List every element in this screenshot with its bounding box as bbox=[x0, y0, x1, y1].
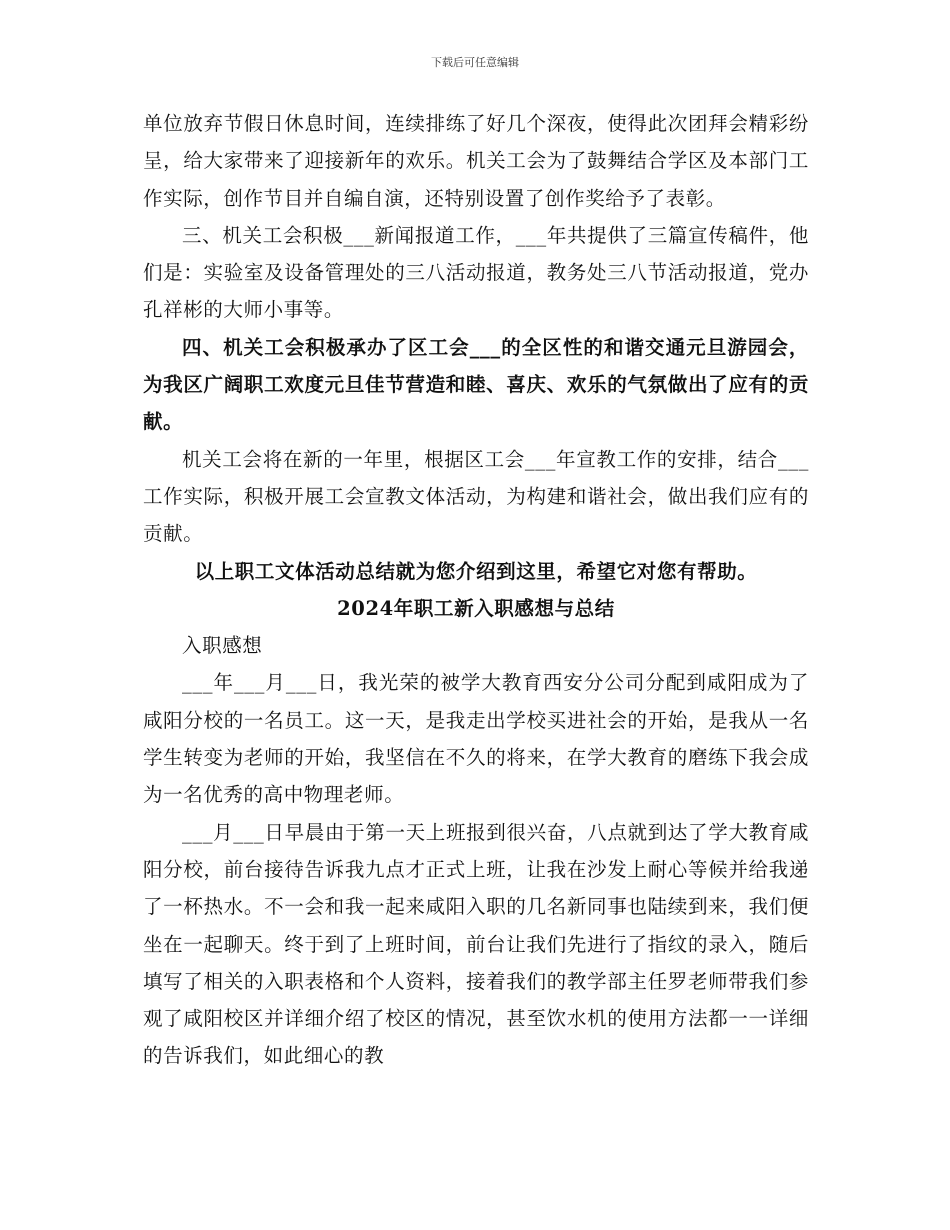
section-title: 2024年职工新入职感想与总结 bbox=[337, 596, 615, 620]
paragraph-first-day: ___月___日早晨由于第一天上班报到很兴奋，八点就到达了学大教育咸阳分校，前台接待告诉我九点才正式上班，让我在沙发上耐心等候并给我递了一杯热水。不一会和我一起来咸阳入职的几名新同事也陆续到来，我们便坐在一起聊天。终于到了上班时间，前台让我们先进行了指纹的录入，随后填写了相关的入职表格和个人资料，接着我们的教学部主任罗老师带我们参观了咸阳校区并详细介绍了校区的情况，甚至饮水机的使用方法都一一详细的告诉我们，如此细心的教 bbox=[143, 820, 809, 1068]
closing-statement: 以上职工文体活动总结就为您介绍到这里，希望它对您有帮助。 bbox=[194, 559, 758, 583]
subsection-heading: 入职感想 bbox=[182, 634, 263, 658]
paragraph-item-four: 四、机关工会积极承办了区工会___的全区性的和谐交通元旦游园会，为我区广阔职工欢度元旦佳节营造和睦、喜庆、欢乐的气氛做出了应有的贡献。 bbox=[143, 335, 809, 434]
document-body bbox=[143, 105, 809, 1075]
paragraph-next-year-plan: 机关工会将在新的一年里，根据区工会___年宣教工作的安排，结合___工作实际，积极开展工会宣教文体活动，为构建和谐社会，做出我们应有的贡献。 bbox=[143, 447, 809, 546]
paragraph-entry-date: ___年___月___日，我光荣的被学大教育西安分公司分配到咸阳成为了咸阳分校的一名员工。这一天，是我走出学校买进社会的开始，是我从一名学生转变为老师的开始，我坚信在不久的将来，在学大教育的磨练下我会成为一名优秀的高中物理老师。 bbox=[143, 671, 809, 807]
paragraph-continuation: 单位放弃节假日休息时间，连续排练了好几个深夜，使得此次团拜会精彩纷呈，给大家带来了迎接新年的欢乐。机关工会为了鼓舞结合学区及本部门工作实际，创作节目并自编自演，还特别设置了创作奖给予了表彰。 bbox=[143, 112, 809, 210]
page-header-note: 下载后可任意编辑 bbox=[431, 56, 519, 69]
paragraph-item-three: 三、机关工会积极___新闻报道工作，___年共提供了三篇宣传稿件，他们是：实验室及设备管理处的三八活动报道，教务处三八节活动报道，党办孔祥彬的大师小事等。 bbox=[143, 223, 809, 322]
